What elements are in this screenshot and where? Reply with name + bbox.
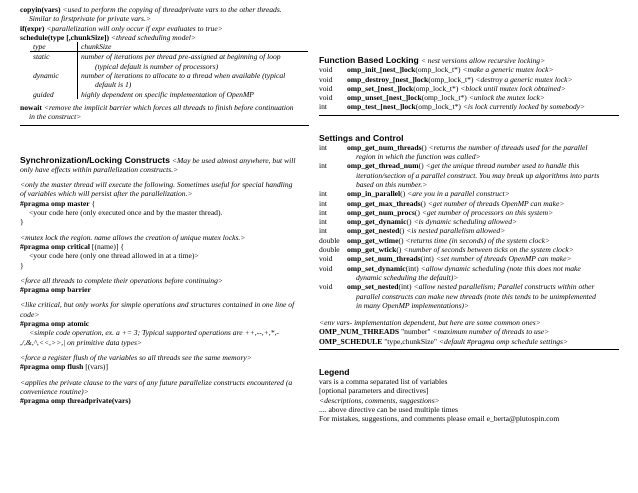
atomic-note-cont: code> bbox=[20, 309, 40, 319]
copyin-description-cont: Similar to firstprivate for private vars.> bbox=[29, 14, 151, 24]
threadprivate-note: <applies the private clause to the vars of any future parallelize constructs encountered (a bbox=[20, 377, 293, 387]
schedule-desc-guided bbox=[78, 90, 309, 99]
fbl-row bbox=[319, 65, 585, 74]
schedule-desc-line: number of iterations per thread pre-assigned at beginning of loop bbox=[81, 52, 281, 62]
legend-line: For mistakes, suggestions, and comments please email e_berta@plutospin.com bbox=[319, 414, 560, 424]
schedule-desc-line: number of iterations to allocate to a thread when available (typical bbox=[81, 71, 286, 81]
function-args: (int) bbox=[420, 254, 434, 264]
schedule-desc-line: highly dependent on specific implementation of OpenMP bbox=[81, 89, 254, 99]
if-entry bbox=[20, 24, 309, 33]
settings-row bbox=[319, 245, 599, 254]
return-type: int bbox=[319, 189, 328, 199]
function-name: omp_get_thread_num bbox=[347, 161, 419, 171]
atomic-body-cont: ,/,&,^,<<,>>,| on primitive data types> bbox=[20, 337, 143, 347]
env-var-schedule bbox=[319, 337, 619, 346]
master-close-brace: } bbox=[20, 217, 24, 227]
schedule-type-dynamic: dynamic bbox=[33, 71, 59, 81]
function-name: omp_destroy_[nest_]lock bbox=[347, 74, 429, 84]
sync-heading bbox=[20, 155, 309, 165]
settings-signature bbox=[347, 264, 599, 283]
function-args: () bbox=[398, 235, 404, 245]
return-type: int bbox=[319, 198, 328, 208]
fbl-row bbox=[319, 84, 585, 93]
schedule-desc-line: default is 1) bbox=[95, 80, 132, 90]
function-name: omp_get_num_threads bbox=[347, 142, 422, 152]
copyin-keyword: copyin(vars) bbox=[20, 5, 61, 14]
critical-directive bbox=[20, 242, 309, 251]
function-desc-cont: region in which the function was called> bbox=[356, 152, 481, 162]
settings-row bbox=[319, 264, 599, 283]
env-note: <env vars- implementation dependent, but here are some common ones> bbox=[319, 318, 541, 328]
function-args: () bbox=[420, 198, 426, 208]
nowait-description-cont: in the construct> bbox=[29, 112, 82, 122]
left-column bbox=[20, 0, 309, 405]
return-type: int bbox=[319, 207, 328, 217]
schedule-desc-dynamic bbox=[78, 71, 309, 90]
function-args: () bbox=[399, 226, 405, 236]
return-type: int bbox=[319, 217, 328, 227]
critical-args: [(name)] { bbox=[90, 241, 125, 251]
fbl-signature bbox=[347, 65, 585, 74]
return-type: int bbox=[319, 102, 328, 112]
function-desc: <allow dynamic scheduling (note this does not make bbox=[420, 263, 581, 273]
master-pragma: #pragma omp master bbox=[20, 198, 90, 208]
return-type: void bbox=[319, 282, 333, 292]
settings-row bbox=[319, 199, 599, 208]
function-desc: <allow nested parallelism; Parallel constructs within other bbox=[413, 282, 595, 292]
settings-signature bbox=[347, 236, 599, 245]
settings-signature bbox=[347, 161, 599, 189]
function-name: omp_set_nested bbox=[347, 282, 399, 292]
env-var-name: OMP_NUM_THREADS bbox=[319, 327, 400, 337]
settings-signature bbox=[347, 143, 599, 162]
function-desc: <returns the number of threads used for the parallel bbox=[428, 142, 588, 152]
settings-table bbox=[319, 143, 599, 310]
function-args: () bbox=[396, 245, 402, 255]
copyin-entry bbox=[20, 5, 309, 14]
settings-signature bbox=[347, 217, 599, 226]
legend-line: [optional parameters and directives] bbox=[319, 386, 429, 396]
legend-title: Legend bbox=[319, 367, 350, 378]
function-desc-cont: parallel constructs can make new threads (note this tends to be unimplemented bbox=[356, 291, 596, 301]
return-type: int bbox=[319, 226, 328, 236]
atomic-note: <like critical, but only works for simple operations and structures contained in one line of bbox=[20, 300, 295, 310]
function-desc-cont: based on this number.> bbox=[356, 179, 428, 189]
master-directive bbox=[20, 199, 309, 208]
copyin-description: <used to perform the copying of threadprivate vars to the other threads. bbox=[62, 5, 282, 14]
schedule-type-static: static bbox=[33, 52, 50, 62]
critical-pragma: #pragma omp critical bbox=[20, 241, 91, 251]
atomic-body: <simple code operation, ex. a += 3; Typical supported operations are ++,--,+,*,- bbox=[29, 328, 279, 338]
function-desc: <set number of threads OpenMP can make> bbox=[435, 254, 572, 264]
schedule-table-header-chunksize: chunkSize bbox=[78, 42, 309, 52]
function-args: () bbox=[414, 207, 420, 217]
function-args: () bbox=[406, 217, 412, 227]
nowait-keyword: nowait bbox=[20, 102, 42, 112]
schedule-table bbox=[30, 42, 308, 99]
function-name: omp_unset_[nest_]lock bbox=[347, 93, 422, 103]
fbl-signature bbox=[347, 93, 585, 102]
fbl-row bbox=[319, 93, 585, 102]
function-desc: <is lock currently locked by somebody> bbox=[462, 102, 586, 112]
settings-signature bbox=[347, 282, 599, 310]
function-name: omp_get_wtick bbox=[347, 245, 397, 255]
nowait-description: <remove the implicit barrier which forces all threads to finish before continuation bbox=[43, 102, 294, 112]
env-var-name: OMP_SCHEDULE bbox=[319, 336, 383, 346]
barrier-pragma: #pragma omp barrier bbox=[20, 285, 91, 295]
function-desc-cont: dynamic scheduling the default)> bbox=[356, 272, 459, 282]
sync-title-desc-cont: only have effects within parallelization constructs.> bbox=[20, 164, 179, 174]
settings-row bbox=[319, 161, 599, 189]
master-note-cont: of variables which will persist after the parallelization.> bbox=[20, 189, 193, 199]
schedule-keyword: schedule(type [,chunkSize]) bbox=[20, 32, 110, 42]
fbl-signature bbox=[347, 75, 585, 84]
function-args: (int) bbox=[398, 282, 412, 292]
legend-line: .... above directive can be used multiple times bbox=[319, 404, 458, 414]
settings-row bbox=[319, 236, 599, 245]
return-type: void bbox=[319, 263, 333, 273]
function-args: (omp_lock_t*) bbox=[415, 102, 461, 112]
return-type: void bbox=[319, 254, 333, 264]
settings-row bbox=[319, 282, 599, 310]
function-desc: <is dynamic scheduling allowed> bbox=[413, 217, 518, 227]
atomic-pragma: #pragma omp atomic bbox=[20, 319, 90, 329]
flush-pragma: #pragma omp flush bbox=[20, 362, 84, 372]
critical-close-brace: } bbox=[20, 260, 24, 270]
function-desc: <are you in a parallel construct> bbox=[407, 189, 510, 199]
schedule-type-guided: guided bbox=[33, 89, 54, 99]
right-column bbox=[319, 0, 619, 424]
settings-signature bbox=[347, 245, 599, 254]
fbl-row bbox=[319, 102, 585, 111]
threadprivate-note-cont: convenience routine)> bbox=[20, 386, 89, 396]
schedule-entry bbox=[20, 33, 309, 42]
function-desc: <get number of threads OpenMP can make> bbox=[427, 198, 565, 208]
settings-row bbox=[319, 143, 599, 162]
env-var-desc: <default #pragma omp schedule settings> bbox=[438, 336, 569, 346]
function-name: omp_in_parallel bbox=[347, 189, 401, 199]
function-desc-cont: iteration/section of a parallel construct. You may break up algorithms into parts bbox=[356, 170, 600, 180]
function-args: () bbox=[418, 161, 424, 171]
nowait-entry bbox=[20, 103, 309, 112]
master-note: <only the master thread will execute the following. Sometimes useful for special handling bbox=[20, 180, 293, 190]
env-var-num-threads bbox=[319, 327, 619, 336]
return-type: int bbox=[319, 161, 328, 171]
function-desc: <get number of processors on this system> bbox=[421, 207, 554, 217]
return-type: void bbox=[319, 74, 333, 84]
return-type: void bbox=[319, 93, 333, 103]
sync-title-desc: <May be used almost anywhere, but will bbox=[171, 155, 296, 165]
function-args: (omp_lock_t*) bbox=[428, 74, 474, 84]
function-desc: <destroy a generic mutex lock> bbox=[475, 74, 573, 84]
fbl-title: Function Based Locking bbox=[319, 55, 419, 65]
function-args: (int) bbox=[405, 263, 419, 273]
function-desc: <make a generic mutex lock> bbox=[462, 65, 554, 75]
function-name: omp_get_nested bbox=[347, 226, 400, 236]
settings-title: Settings and Control bbox=[319, 132, 404, 143]
return-type: void bbox=[319, 65, 333, 75]
flush-directive bbox=[20, 362, 309, 371]
critical-body: <your code here (only one thread allowed in at a time)> bbox=[29, 251, 199, 261]
settings-signature bbox=[347, 208, 599, 217]
settings-signature bbox=[347, 226, 599, 235]
function-name: omp_set_num_threads bbox=[347, 254, 421, 264]
barrier-note: <force all threads to complete their operations before continuing> bbox=[20, 275, 224, 285]
fbl-row bbox=[319, 75, 585, 84]
schedule-desc-line: (typical default is number of processors) bbox=[95, 61, 219, 71]
fbl-signature bbox=[347, 84, 585, 93]
sync-title: Synchronization/Locking Constructs bbox=[20, 154, 170, 165]
settings-row bbox=[319, 226, 599, 235]
settings-signature bbox=[347, 189, 599, 198]
function-desc: <returns time (in seconds) of the system clock> bbox=[405, 235, 551, 245]
function-desc: <get the unique thread number used to handle this bbox=[425, 161, 580, 171]
mutex-note: <mutex lock the region. name allows the creation of unique mutex locks.> bbox=[20, 232, 246, 242]
env-var-value: "type,chunkSize" bbox=[384, 336, 438, 346]
function-args: (omp_lock_t*) bbox=[415, 65, 461, 75]
settings-row bbox=[319, 208, 599, 217]
if-keyword: if(expr) bbox=[20, 23, 45, 33]
legend-line: vars is a comma separated list of variables bbox=[319, 377, 448, 387]
return-type: double bbox=[319, 235, 340, 245]
function-desc: <is nested parallelism allowed> bbox=[406, 226, 506, 236]
return-type: double bbox=[319, 245, 340, 255]
function-args: () bbox=[421, 142, 427, 152]
settings-row bbox=[319, 189, 599, 198]
function-args: () bbox=[400, 189, 406, 199]
function-args: (omp_lock_t*) bbox=[413, 83, 459, 93]
function-desc: <block until mutex lock obtained> bbox=[460, 83, 566, 93]
function-name: omp_get_dynamic bbox=[347, 217, 407, 227]
return-type: int bbox=[319, 142, 328, 152]
legend-line: <descriptions, comments, suggestions> bbox=[319, 395, 440, 405]
env-var-desc: <maximum number of threads to use> bbox=[432, 327, 550, 337]
function-name: omp_set_dynamic bbox=[347, 263, 406, 273]
master-body: <your code here (only executed once and by the master thread). bbox=[29, 208, 223, 218]
flush-args: [(vars)] bbox=[85, 362, 108, 372]
function-desc: <unlock the mutex lock> bbox=[468, 93, 545, 103]
function-name: omp_init_[nest_]lock bbox=[347, 65, 416, 75]
fbl-signature bbox=[347, 102, 585, 111]
schedule-desc-static bbox=[78, 52, 309, 71]
schedule-table-header-type: type bbox=[30, 42, 78, 52]
function-desc-cont: in many OpenMP implementations)> bbox=[356, 300, 470, 310]
function-name: omp_set_[nest_]lock bbox=[347, 83, 414, 93]
fbl-heading bbox=[319, 55, 619, 65]
threadprivate-pragma: #pragma omp threadprivate(vars) bbox=[20, 396, 131, 406]
if-description: <parallelization will only occur if expr evaluates to true> bbox=[46, 23, 223, 33]
flush-note: <force a register flush of the variables so all threads see the same memory> bbox=[20, 352, 252, 362]
settings-signature bbox=[347, 199, 599, 208]
schedule-description: <thread scheduling model> bbox=[110, 32, 196, 42]
function-name: omp_test_[nest_]lock bbox=[347, 102, 416, 112]
settings-row bbox=[319, 254, 599, 263]
fbl-table bbox=[319, 65, 585, 111]
master-brace: { bbox=[89, 198, 96, 208]
settings-signature bbox=[347, 254, 599, 263]
env-var-value: "number" bbox=[401, 327, 431, 337]
function-args: (omp_lock_t*) bbox=[421, 93, 467, 103]
fbl-title-desc: < nest versions allow recursive locking> bbox=[420, 56, 546, 65]
return-type: void bbox=[319, 83, 333, 93]
function-name: omp_get_num_procs bbox=[347, 207, 415, 217]
function-name: omp_get_wtime bbox=[347, 235, 399, 245]
function-name: omp_get_max_threads bbox=[347, 198, 421, 208]
function-desc: <number of seconds between ticks on the system clock> bbox=[403, 245, 574, 255]
settings-row bbox=[319, 217, 599, 226]
